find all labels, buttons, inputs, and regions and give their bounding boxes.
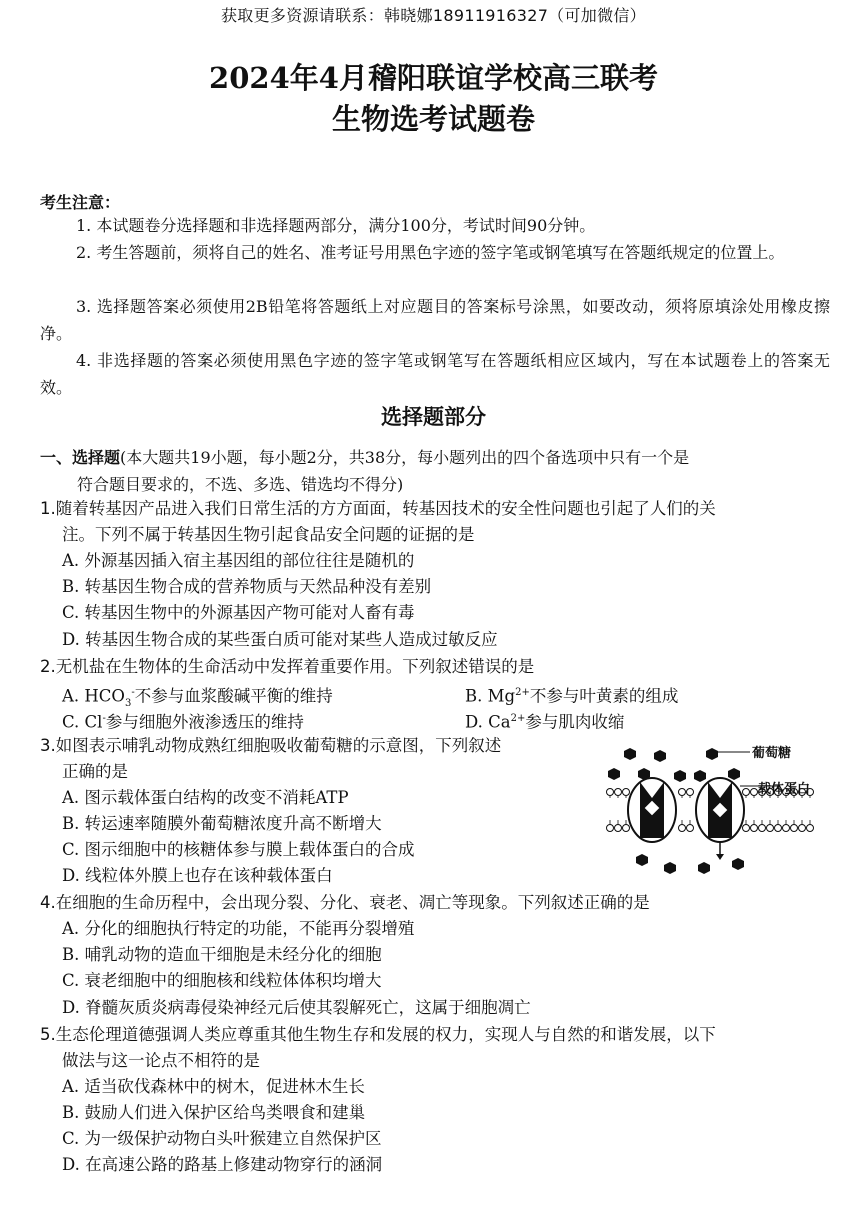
question-stem-line1: 无机盐在生物体的生命活动中发挥着重要作用。下列叙述错误的是 [55,657,535,676]
question-number: 2. [40,657,56,676]
question-5-option-a: A. 适当砍伐森林中的树木，促进林木生长 [62,1077,365,1096]
question-2-option-a: A. $HCO_3^-$不参与血浆酸碱平衡的维持 [62,686,333,709]
question-4-option-d: D. 脊髓灰质炎病毒侵染神经元后使其裂解死亡，这属于细胞凋亡 [62,998,531,1017]
question-number: 3. [40,736,56,755]
question-2-option-c: C. Cl-参与细胞外液渗透压的维持 [62,712,304,732]
question-stem-line1: 随着转基因产品进入我们日常生活的方方面面，转基因技术的安全性问题也引起了人们的关 [55,499,716,518]
membrane-diagram [600,738,830,878]
question-stem-line1: 生态伦理道德强调人类应尊重其他生物生存和发展的权力，实现人与自然的和谐发展，以下 [55,1025,716,1044]
notice-item-3: 3. 选择题答案必须使用2B铅笔将答题纸上对应题目的答案标号涂黑，如要改动，须将原填涂处用橡皮擦净。 [40,297,830,343]
question-1-option-a: A. 外源基因插入宿主基因组的部位往往是随机的 [62,551,415,570]
question-3-stem [40,733,600,785]
question-2-option-d: D. $Ca^{2+}$参与肌肉收缩 [465,712,625,732]
question-2-option-b: B. $Mg^{2+}$不参与叶黄素的组成 [465,686,679,706]
question-1-stem [40,496,835,548]
question-3-option-a: A. 图示载体蛋白结构的改变不消耗ATP [62,788,349,807]
question-number: 1. [40,499,56,518]
question-1-option-d: D. 转基因生物合成的某些蛋白质可能对某些人造成过敏反应 [62,630,498,649]
question-4-option-c: C. 衰老细胞中的细胞核和线粒体体积均增大 [62,971,382,990]
carrier-protein-label: 载体蛋白 [758,782,811,797]
question-stem-line1: 如图表示哺乳动物成熟红细胞吸收葡萄糖的示意图，下列叙述 [55,736,502,755]
section-instructions [40,444,830,498]
carrier-protein-right [696,778,744,860]
glucose-transport-figure [600,738,830,878]
question-2-stem [40,654,835,680]
section-label: 一、选择题 [40,448,121,467]
section-instructions-line1: (本大题共19小题，每小题2分，共38分，每小题列出的四个备选项中只有一个是 [120,448,690,467]
question-4-stem [40,890,835,916]
question-3-option-c: C. 图示细胞中的核糖体参与膜上载体蛋白的合成 [62,840,415,859]
question-number: 5. [40,1025,56,1044]
section-instructions-line2: 符合题目要求的，不选、多选、错选均不得分) [77,475,404,494]
question-5-stem [40,1022,835,1074]
question-3-option-d: D. 线粒体外膜上也存在该种载体蛋白 [62,866,333,885]
question-stem-line1: 在细胞的生命历程中，会出现分裂、分化、衰老、凋亡等现象。下列叙述正确的是 [55,893,650,912]
notice-item-4: 4. 非选择题的答案必须使用黑色字迹的签字笔或钢笔写在答题纸相应区域内，写在本试题卷上的答案无效。 [40,351,830,397]
question-number: 4. [40,893,56,912]
contact-note: 获取更多资源请联系：韩晓娜18911916327（可加微信） [221,6,646,25]
question-5-option-b: B. 鼓励人们进入保护区给鸟类喂食和建巢 [62,1103,366,1122]
question-stem-line2: 正确的是 [62,762,128,781]
exam-title: 2024年4月稽阳联谊学校高三联考 [209,61,658,95]
section-title: 选择题部分 [381,405,486,429]
question-4-option-a: A. 分化的细胞执行特定的功能，不能再分裂增殖 [62,919,415,938]
exam-subtitle: 生物选考试题卷 [331,102,535,136]
notice-item-2: 2. 考生答题前，须将自己的姓名、准考证号用黑色字迹的签字笔或钢笔填写在答题纸规定的位置上。 [76,243,785,262]
question-1-option-c: C. 转基因生物中的外源基因产物可能对人畜有毒 [62,603,415,622]
question-1-option-b: B. 转基因生物合成的营养物质与天然品种没有差别 [62,577,432,596]
carrier-protein-left [628,778,676,842]
notice-heading: 考生注意： [40,193,121,212]
question-4-option-b: B. 哺乳动物的造血干细胞是未经分化的细胞 [62,945,382,964]
glucose-label: 葡萄糖 [752,746,792,761]
question-5-option-c: C. 为一级保护动物白头叶猴建立自然保护区 [62,1129,382,1148]
question-stem-line2: 注。下列不属于转基因生物引起食品安全问题的证据的是 [62,525,475,544]
question-stem-line2: 做法与这一论点不相符的是 [62,1051,260,1070]
question-3-option-b: B. 转运速率随膜外葡萄糖浓度升高不断增大 [62,814,382,833]
notice-item-1: 1. 本试题卷分选择题和非选择题两部分，满分100分，考试时间90分钟。 [76,216,596,235]
question-5-option-d: D. 在高速公路的路基上修建动物穿行的涵洞 [62,1155,383,1174]
